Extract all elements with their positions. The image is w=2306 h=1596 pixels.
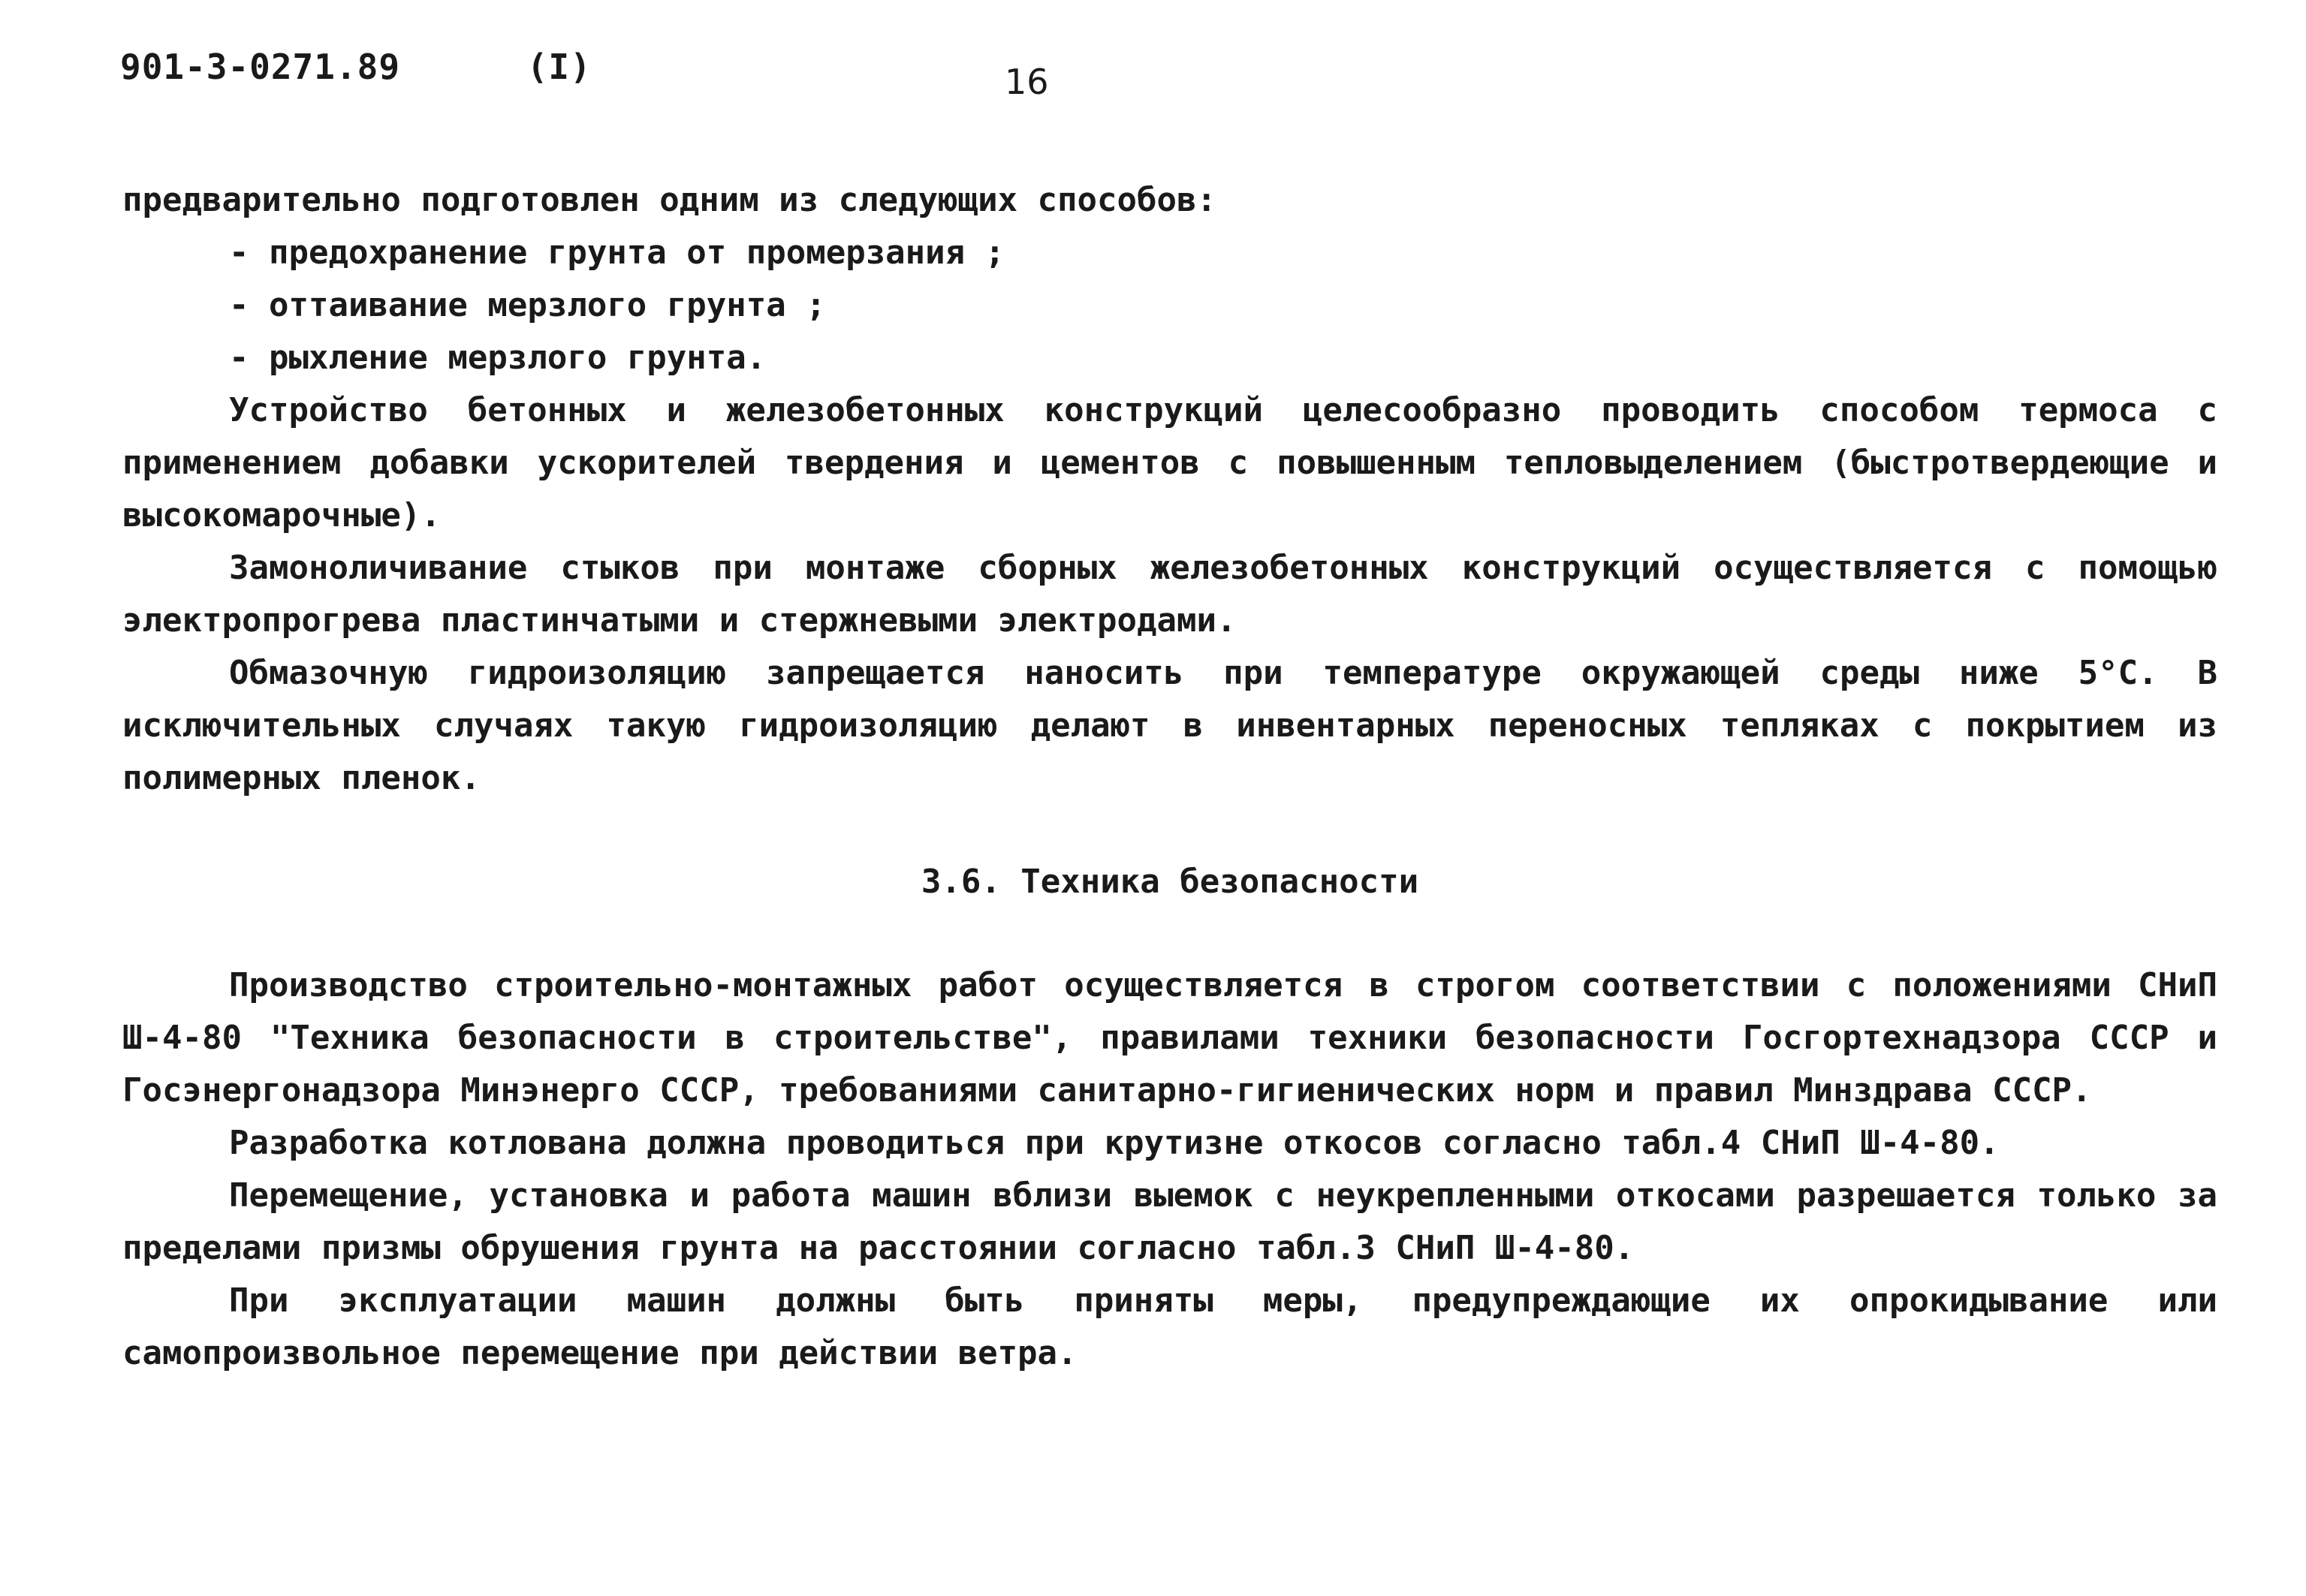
list-item: - предохранение грунта от промерзания ; <box>229 233 1005 272</box>
paragraph-concrete-structures: Устройство бетонных и железобетонных конструкций целесообразно проводить способом термоса с применением добавки ускорителей твердения и цементов с повышенным тепловыделением (быстротвердеющие и высокомарочные). <box>122 391 2217 535</box>
paragraph-machine-movement: Перемещение, установка и работа машин вблизи выемок с неукрепленными откосами разрешается только за пределами призмы обрушения грунта на расстоянии согласно табл.3 СНиП Ш-4-80. <box>122 1176 2217 1267</box>
methods-list <box>122 227 2217 384</box>
paragraph-safety-regulations: Производство строительно-монтажных работ осуществляется в строгом соответствии с положениями СНиП Ш-4-80 "Техника безопасности в строительстве", правилами техники безопасности Госгортехнадзора СССР и Госэнергонадзора Минэнерго СССР, требованиями санитарно-гигиенических норм и правил Минздрава СССР. <box>122 966 2217 1110</box>
paragraph-waterproofing: Обмазочную гидроизоляцию запрещается наносить при температуре окружающей среды ниже 5°С. В исключительных случаях такую гидроизоляцию делают в инвентарных переносных тепляках с покрытием из полимерных пленок. <box>122 654 2217 797</box>
document-code: 901-3-0271.89 <box>120 47 401 87</box>
document-part: (I) <box>526 47 592 87</box>
page-header <box>120 47 592 87</box>
paragraph-wind-safety: При эксплуатации машин должны быть приняты меры, предупреждающие их опрокидывание или самопроизвольное перемещение при действии ветра. <box>122 1281 2217 1372</box>
paragraph-joint-sealing: Замоноличивание стыков при монтаже сборных железобетонных конструкций осуществляется с помощью электропрогрева пластинчатыми и стержневыми электродами. <box>122 549 2217 640</box>
document-body <box>122 174 2217 1380</box>
list-item: - рыхление мерзлого грунта. <box>229 339 767 377</box>
list-item: - оттаивание мерзлого грунта ; <box>229 286 826 324</box>
intro-paragraph: предварительно подготовлен одним из следующих способов: <box>122 181 1216 219</box>
page-number: 16 <box>1005 62 1049 102</box>
paragraph-excavation: Разработка котлована должна проводиться при крутизне откосов согласно табл.4 СНиП Ш-4-80. <box>229 1124 2000 1162</box>
section-title: 3.6. Техника безопасности <box>921 863 1419 901</box>
